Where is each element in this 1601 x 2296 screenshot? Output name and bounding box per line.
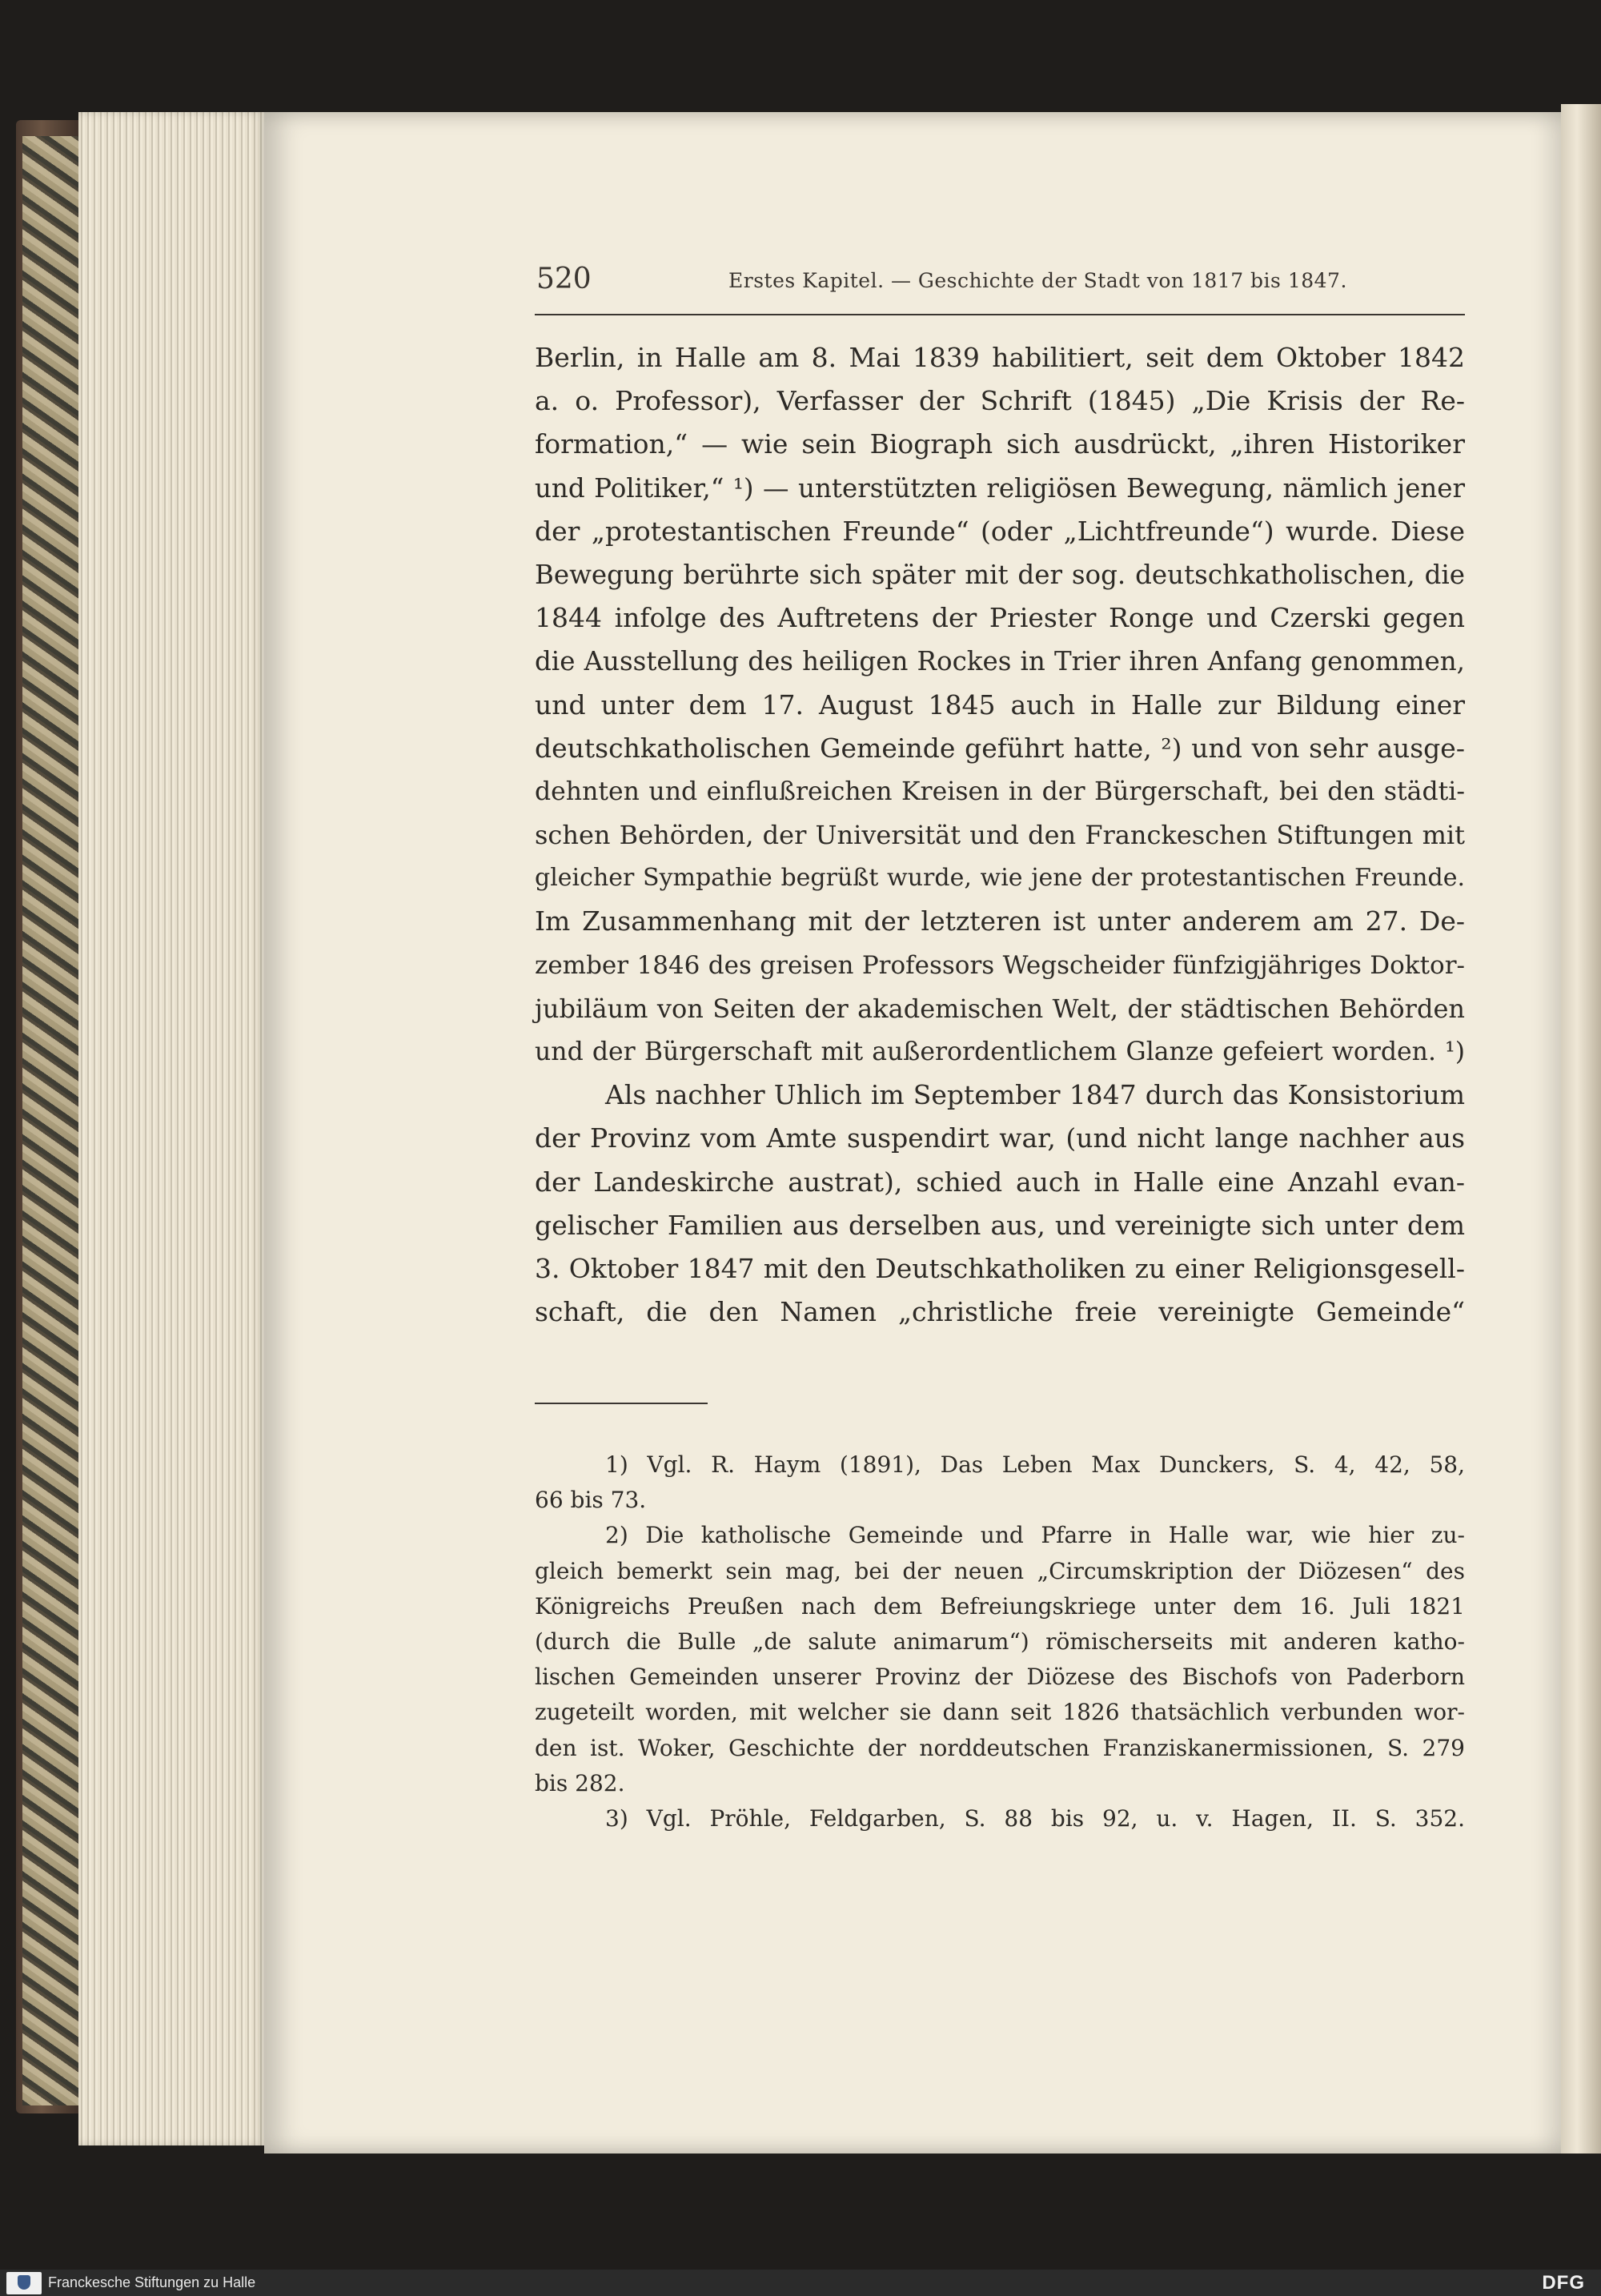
text-line: der Provinz vom Amte suspendirt war, (und nicht lange nachher aus	[535, 1122, 1465, 1154]
footnote-line: bis 282.	[535, 1769, 625, 1796]
text-line: der „protestantischen Freunde“ (oder „Lichtfreunde“) wurde. Diese	[535, 515, 1465, 547]
text-line: und Politiker,“ ¹) — unterstützten religiösen Bewegung, nämlich jener	[535, 472, 1465, 504]
footnote-line: 66 bis 73.	[535, 1487, 647, 1514]
running-head: Erstes Kapitel. — Geschichte der Stadt von 1817 bis 1847.	[728, 269, 1347, 292]
text-line: Im Zusammenhang mit der letzteren ist unter anderem am 27. De-	[535, 905, 1465, 937]
footnote-line: gleich bemerkt sein mag, bei der neuen „Circumskription der Diözesen“ des	[535, 1557, 1465, 1584]
header-rule	[535, 314, 1465, 315]
page-edges	[78, 112, 267, 2145]
text-line: schen Behörden, der Universität und den Franckeschen Stiftungen mit	[535, 820, 1465, 851]
footnote-line: 3) Vgl. Pröhle, Feldgarben, S. 88 bis 92, u. v. Hagen, II. S. 352.	[605, 1804, 1465, 1832]
text-line: gleicher Sympathie begrüßt wurde, wie jene der protestantischen Freunde.	[535, 864, 1465, 893]
text-line: 3. Oktober 1847 mit den Deutschkatholiken zu einer Religionsgesell-	[535, 1252, 1465, 1284]
footnote-line: Königreichs Preußen nach dem Befreiungskriege unter dem 16. Juli 1821	[535, 1592, 1465, 1620]
footnote-line: 1) Vgl. R. Haym (1891), Das Leben Max Dunckers, S. 4, 42, 58,	[605, 1451, 1465, 1478]
text-line: zember 1846 des greisen Professors Wegscheider fünfzigjähriges Doktor-	[535, 950, 1465, 980]
footnotes	[535, 1447, 1465, 1836]
facing-page-edge	[1561, 104, 1601, 2154]
page-header	[536, 263, 1465, 303]
page-number: 520	[536, 263, 592, 295]
footnote-line: lischen Gemeinden unserer Provinz der Diözese des Bischofs von Paderborn	[535, 1664, 1465, 1691]
text-line: der Landeskirche austrat), schied auch in Halle eine Anzahl evan-	[535, 1166, 1465, 1198]
text-line: formation,“ — wie sein Biograph sich ausdrückt, „ihren Historiker	[535, 428, 1465, 460]
institution-label[interactable]: Franckesche Stiftungen zu Halle	[48, 2274, 256, 2290]
text-line: Bewegung berührte sich später mit der sog. deutschkatholischen, die	[535, 559, 1465, 590]
body-text	[535, 336, 1465, 1334]
text-line: die Ausstellung des heiligen Rockes in Trier ihren Anfang genommen,	[535, 646, 1465, 677]
footnote-line: 2) Die katholische Gemeinde und Pfarre in Halle war, wie hier zu-	[605, 1522, 1465, 1549]
text-line: und unter dem 17. August 1845 auch in Halle zur Bildung einer	[535, 688, 1465, 721]
text-line: gelischer Familien aus derselben aus, und vereinigte sich unter dem	[535, 1209, 1465, 1241]
text-line: jubiläum von Seiten der akademischen Welt, der städtischen Behörden	[535, 993, 1465, 1024]
text-line: 1844 infolge des Auftretens der Priester Ronge und Czerski gegen	[535, 602, 1465, 634]
institution-logo-icon[interactable]	[6, 2272, 42, 2294]
text-line: und der Bürgerschaft mit außerordentlichem Glanze gefeiert worden. ¹)	[535, 1038, 1465, 1066]
footnote-line: zugeteilt worden, mit welcher sie dann seit 1826 thatsächlich verbunden wor-	[535, 1699, 1465, 1726]
text-line: Berlin, in Halle am 8. Mai 1839 habilitiert, seit dem Oktober 1842	[535, 342, 1465, 373]
footnote-rule	[535, 1403, 708, 1404]
marbled-endpaper	[22, 136, 78, 2105]
text-line: a. o. Professor), Verfasser der Schrift (1845) „Die Krisis der Re-	[535, 385, 1465, 417]
text-line: schaft, die den Namen „christliche freie vereinigte Gemeinde“	[535, 1296, 1465, 1328]
footnote-line: den ist. Woker, Geschichte der norddeutschen Franziskanermissionen, S. 279	[535, 1734, 1465, 1761]
text-line: dehnten und einflußreichen Kreisen in der Bürgerschaft, bei den städti-	[535, 777, 1465, 806]
dfg-logo[interactable]: DFG	[1542, 2272, 1585, 2294]
text-line: deutschkatholischen Gemeinde geführt hatte, ²) und von sehr ausge-	[535, 732, 1465, 764]
text-line: Als nachher Uhlich im September 1847 durch das Konsistorium	[605, 1079, 1465, 1111]
viewer-footer	[0, 2270, 1601, 2296]
footnote-line: (durch die Bulle „de salute animarum“) römischerseits mit anderen katho-	[535, 1628, 1465, 1655]
